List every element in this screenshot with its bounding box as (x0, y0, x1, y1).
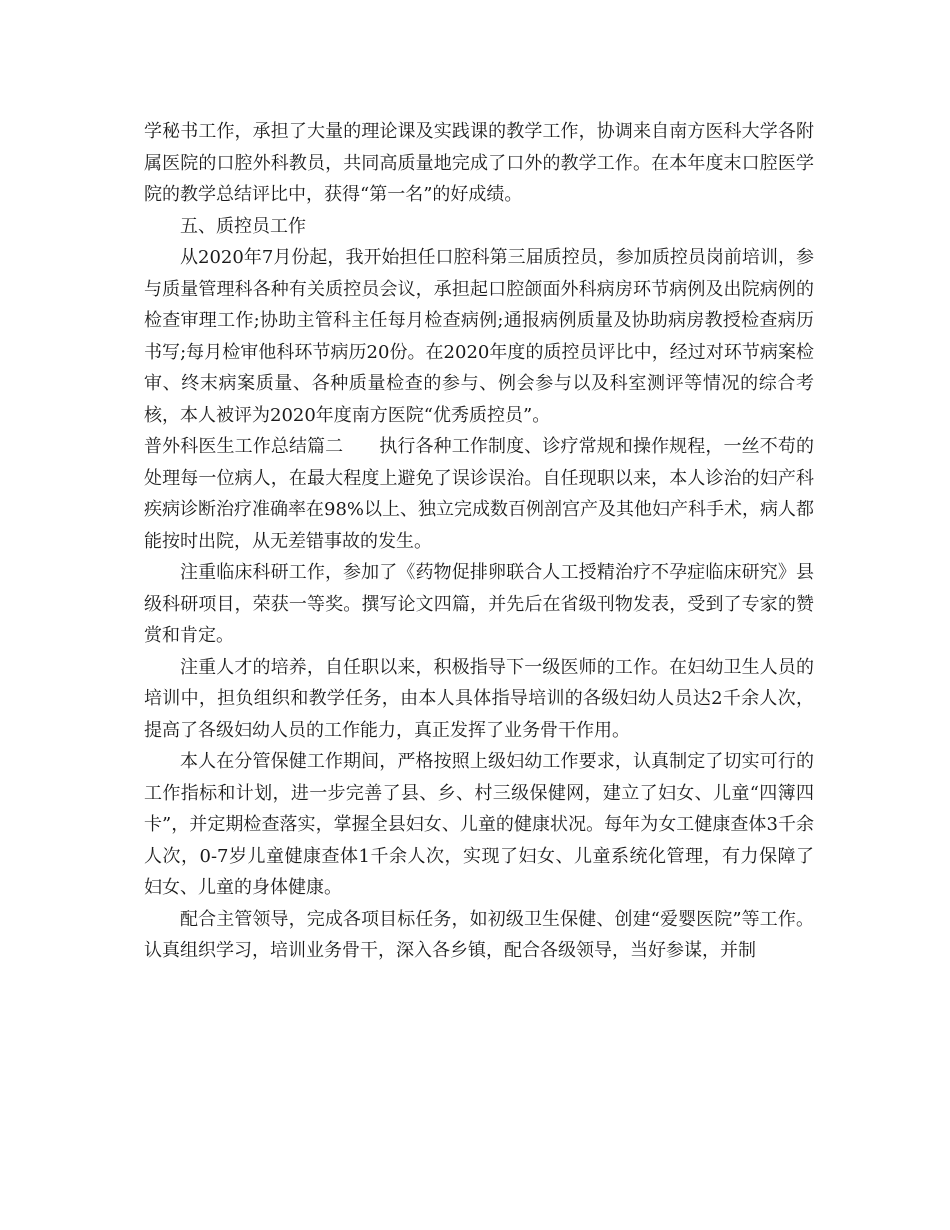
article-title: 普外科医生工作总结篇二 (144, 436, 344, 457)
paragraph-research: 注重临床科研工作，参加了《药物促排卵联合人工授精治疗不孕症临床研究》县级科研项目，荣获一等奖。撰写论文四篇，并先后在省级刊物发表，受到了专家的赞赏和肯定。 (144, 562, 814, 646)
paragraph-article-two (144, 431, 814, 557)
section-heading-quality-control: 五、质控员工作 (180, 215, 306, 237)
paragraph-targets: 配合主管领导，完成各项目标任务，如初级卫生保健、创建“爱婴医院”等工作。认真组织学习，培训业务骨干，深入各乡镇，配合各级领导，当好参谋，并制 (144, 908, 814, 961)
article-two-body: 执行各种工作制度、诊疗常规和操作规程，一丝不苟的处理每一位病人，在最大程度上避免了误诊误治。自任现职以来，本人诊治的妇产科疾病诊断治疗准确率在98%以上、独立完成数百例剖宫产及其他妇产科手术，病人都能按时出院，从无差错事故的发生。 (144, 436, 815, 552)
paragraph-health-care: 本人在分管保健工作期间，严格按照上级妇幼工作要求，认真制定了切实可行的工作指标和计划，进一步完善了县、乡、村三级保健网，建立了妇女、儿童“四簿四卡”，并定期检查落实，掌握全县妇女、儿童的健康状况。每年为女工健康查体3千余人次，0-7岁儿童健康查体1千余人次，实现了妇女、儿童系统化管理，有力保障了妇女、儿童的身体健康。 (144, 751, 814, 898)
paragraph-teaching-secretary: 学秘书工作，承担了大量的理论课及实践课的教学工作，协调来自南方医科大学各附属医院的口腔外科教员，共同高质量地完成了口外的教学工作。在本年度末口腔医学院的教学总结评比中，获得“第一名”的好成绩。 (144, 121, 814, 205)
paragraph-quality-control: 从2020年7月份起，我开始担任口腔科第三届质控员，参加质控员岗前培训，参与质量管理科各种有关质控员会议，承担起口腔颌面外科病房环节病例及出院病例的检查审理工作;协助主管科主任每月检查病例;通报病例质量及协助病房教授检查病历书写;每月检审他科环节病历20份。在2020年度的质控员评比中，经过对环节病案检审、终末病案质量、各种质量检查的参与、例会参与以及科室测评等情况的综合考核，本人被评为2020年度南方医院“优秀质控员”。 (144, 247, 814, 426)
paragraph-talent-training: 注重人才的培养，自任职以来，积极指导下一级医师的工作。在妇幼卫生人员的培训中，担负组织和教学任务，由本人具体指导培训的各级妇幼人员达2千余人次，提高了各级妇幼人员的工作能力，真正发挥了业务骨干作用。 (144, 656, 814, 741)
document-page (144, 116, 814, 967)
